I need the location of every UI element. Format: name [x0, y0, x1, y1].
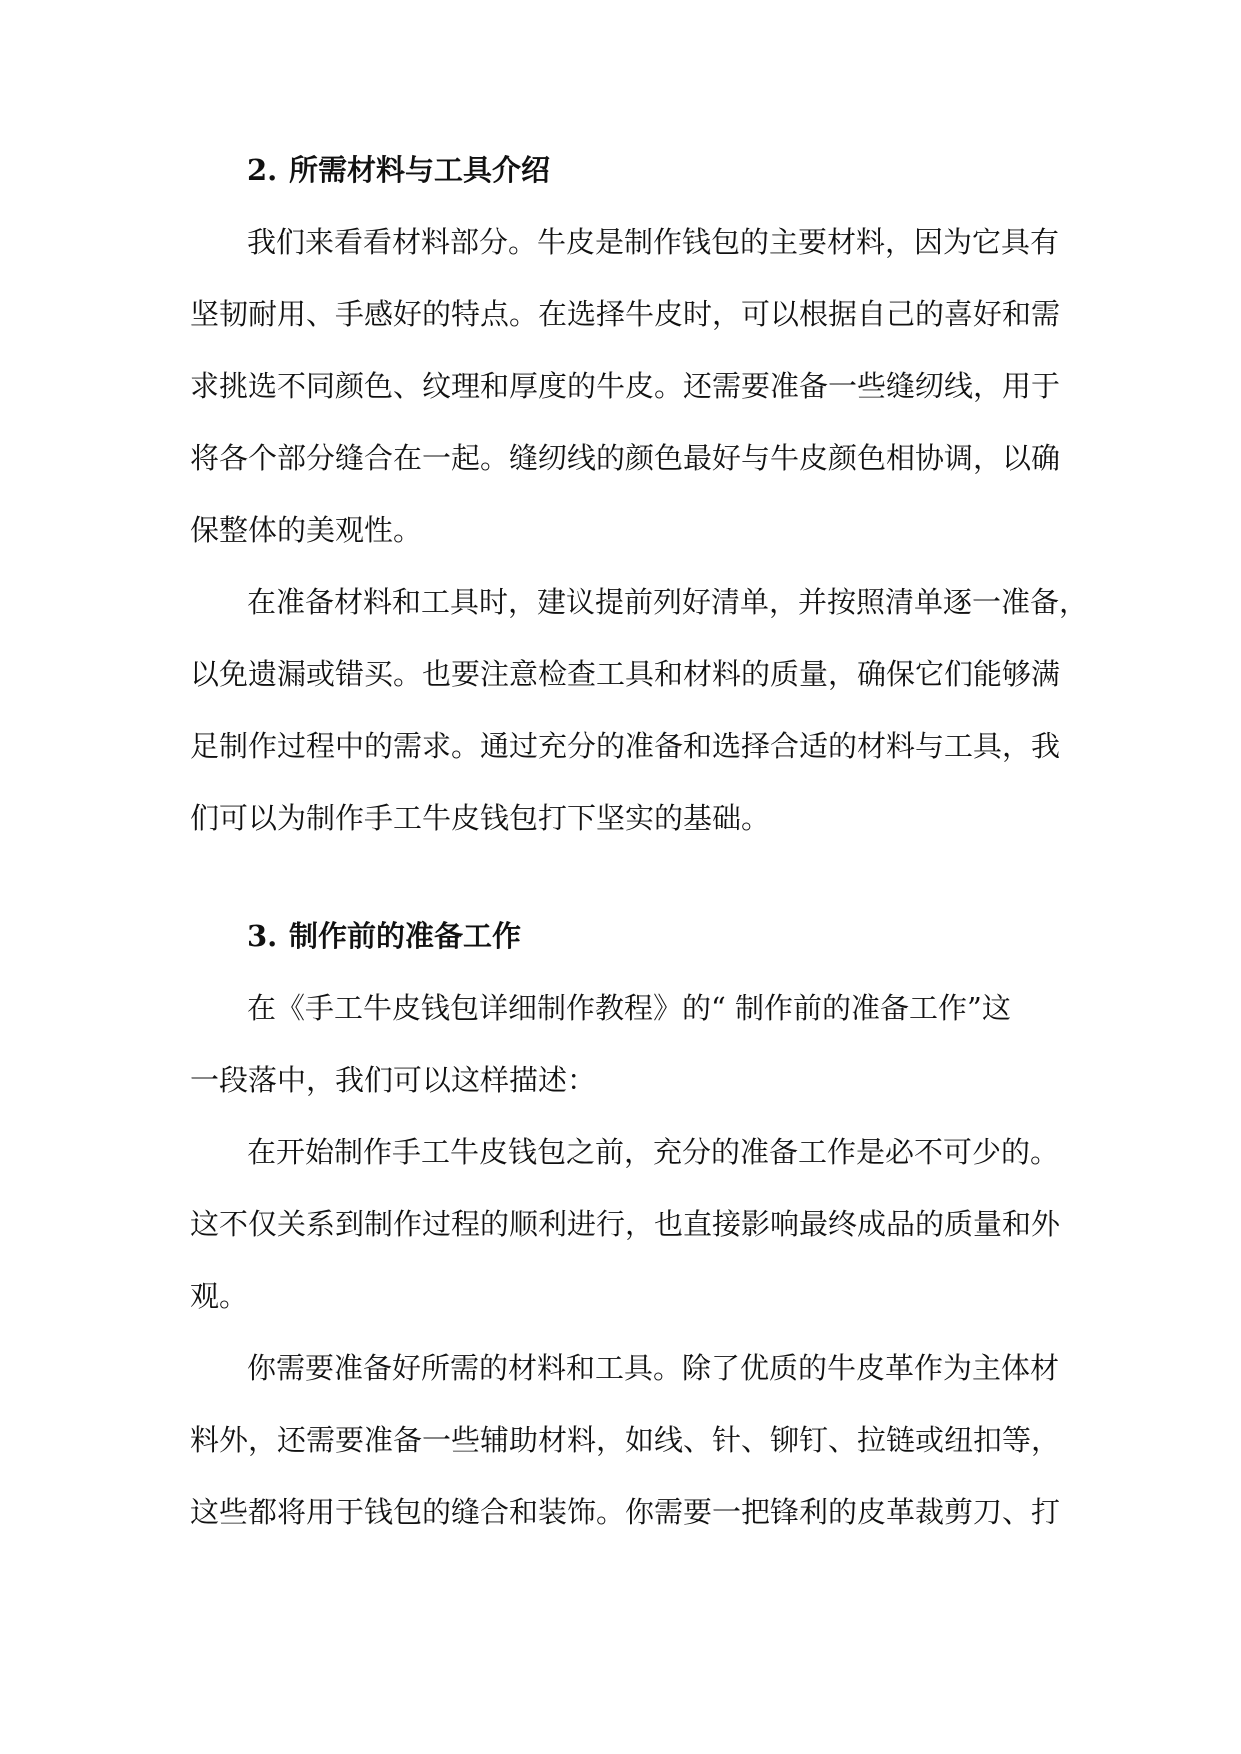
- paragraph-line: 坚韧耐用、手感好的特点。在选择牛皮时，可以根据自己的喜好和需: [190, 297, 1061, 331]
- paragraph-line: 们可以为制作手工牛皮钱包打下坚实的基础。: [190, 801, 771, 835]
- section-title: 制作前的准备工作: [289, 919, 522, 953]
- paragraph-line: 你需要准备好所需的材料和工具。除了优质的牛皮革作为主体材: [247, 1351, 1060, 1385]
- paragraph-line: 一段落中，我们可以这样描述：: [190, 1063, 597, 1097]
- paragraph-line: 将各个部分缝合在一起。缝纫线的颜色最好与牛皮颜色相协调，以确: [190, 441, 1061, 475]
- section-number: 3.: [247, 919, 278, 953]
- section-number: 2.: [247, 153, 278, 187]
- paragraph-line: 我们来看看材料部分。牛皮是制作钱包的主要材料，因为它具有: [247, 225, 1060, 259]
- paragraph-line: 求挑选不同颜色、纹理和厚度的牛皮。还需要准备一些缝纫线，用于: [190, 369, 1061, 403]
- paragraph-line: 以免遗漏或错买。也要注意检查工具和材料的质量，确保它们能够满: [190, 657, 1061, 691]
- section-title: 所需材料与工具介绍: [289, 153, 551, 187]
- paragraph-line: 这不仅关系到制作过程的顺利进行，也直接影响最终成品的质量和外: [190, 1207, 1061, 1241]
- paragraph-line: 这些都将用于钱包的缝合和装饰。你需要一把锋利的皮革裁剪刀、打: [190, 1495, 1061, 1529]
- paragraph-line: 足制作过程中的需求。通过充分的准备和选择合适的材料与工具，我: [190, 729, 1061, 763]
- section-heading: [247, 916, 521, 956]
- paragraph-line: 保整体的美观性。: [190, 513, 423, 547]
- paragraph-line: 在《手工牛皮钱包详细制作教程》的“ 制作前的准备工作”这: [247, 991, 1011, 1025]
- paragraph-line: 在准备材料和工具时，建议提前列好清单，并按照清单逐一准备，: [247, 585, 1089, 619]
- paragraph-line: 在开始制作手工牛皮钱包之前，充分的准备工作是必不可少的。: [247, 1135, 1060, 1169]
- section-heading: [247, 150, 550, 190]
- paragraph-line: 料外，还需要准备一些辅助材料，如线、针、铆钉、拉链或纽扣等，: [190, 1423, 1061, 1457]
- paragraph-line: 观。: [190, 1279, 249, 1313]
